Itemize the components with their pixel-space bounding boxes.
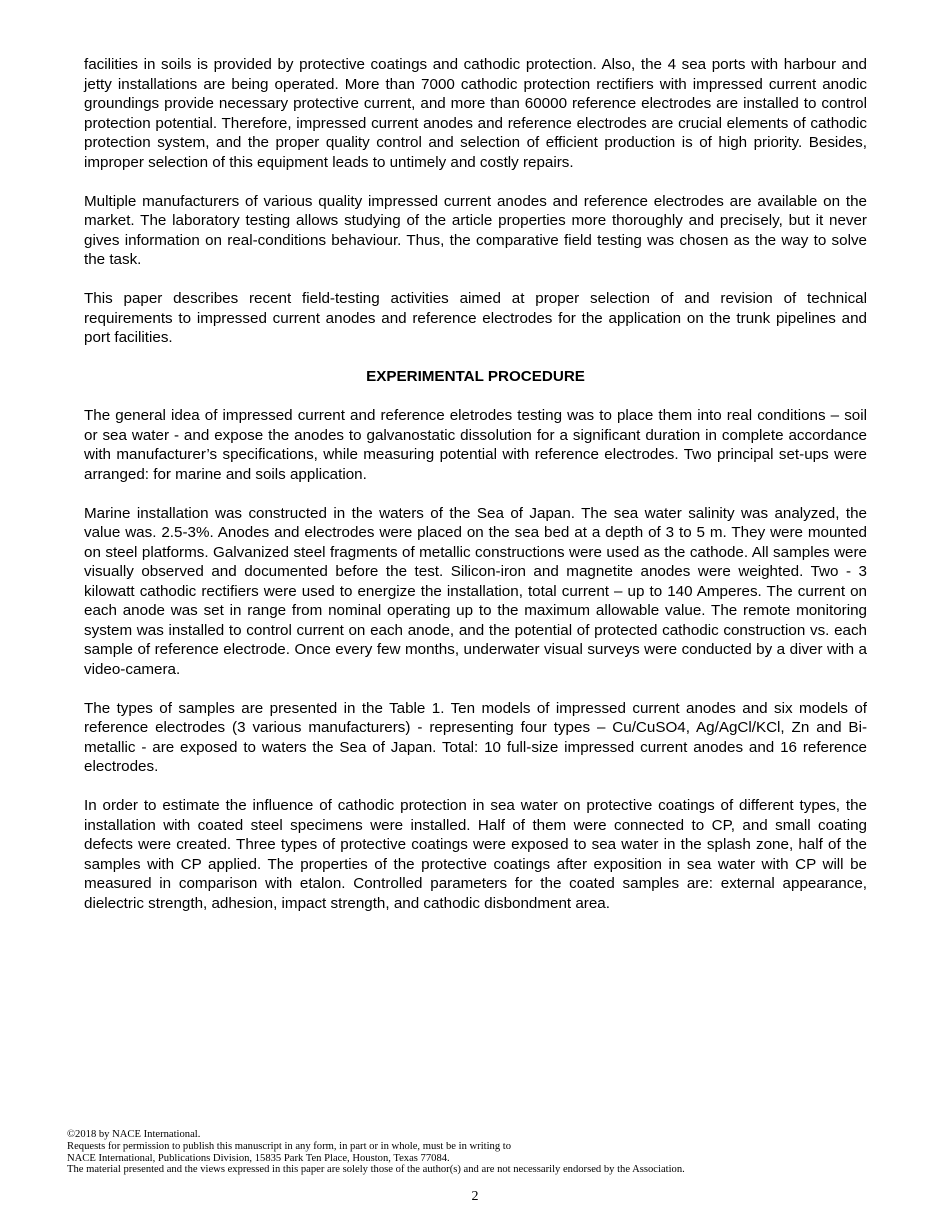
section-paragraph-4: In order to estimate the influence of cathodic protection in sea water on protective coatings of different types, the installation with coated steel specimens were installed. Half of them were connected to CP, and small coating defects were created. Three types of protective coatings were exposed to sea water in the splash zone, half of the samples with CP applied. The properties of the protective coatings after exposition in sea water with CP will be measured in comparison with etalon. Controlled parameters for the coated samples are: external appearance, dielectric strength, adhesion, impact strength, and cathodic disbondment area. xyxy=(84,797,867,912)
footer-address: NACE International, Publications Division, 15835 Park Ten Place, Houston, Texas 77084. xyxy=(67,1152,450,1164)
section-paragraph-3: The types of samples are presented in the Table 1. Ten models of impressed current anodes and six models of reference electrodes (3 various manufacturers) - representing four types – Cu/CuSO4, Ag/AgCl/KCl, Zn and Bi-metallic - are exposed to waters the Sea of Japan. Total: 10 full-size impressed current anodes and 16 reference electrodes. xyxy=(84,699,867,775)
section-paragraph-2: Marine installation was constructed in the waters of the Sea of Japan. The sea water salinity was analyzed, the value was. 2.5-3%. Anodes and electrodes were placed on the sea bed at a depth of 3 to 5 m. They were mounted on steel platforms. Galvanized steel fragments of metallic constructions were used as the cathode. All samples were visually observed and documented before the test. Silicon-iron and magnetite anodes were weighted. Two - 3 kilowatt cathodic rectifiers were used to energize the installation, total current – up to 140 Amperes. The current on each anode was set in range from nominal operating up to the maximum allowable value. The remote monitoring system was installed to control current on each anode, and the potential of protected cathodic construction vs. each sample of reference electrode. Once every few months, underwater visual surveys were conducted by a diver with a video-camera. xyxy=(84,504,867,678)
body-paragraph-1: facilities in soils is provided by protective coatings and cathodic protection. Also, the 4 sea ports with harbour and jetty installations are being operated. More than 7000 cathodic protection rectifiers with impressed current anodic groundings provide necessary protective current, and more than 60000 reference electrodes are installed to control protection potential. Therefore, impressed current anodes and reference electrodes are crucial elements of cathodic protection system, and the proper quality control and selection of efficient production is of high priority. Besides, improper selection of this equipment leads to untimely and costly repairs. xyxy=(84,56,867,171)
body-paragraph-2: Multiple manufacturers of various quality impressed current anodes and reference electrodes are available on the market. The laboratory testing allows studying of the article properties more thoroughly and precisely, but it never gives information on real-conditions behaviour. Thus, the comparative field testing was chosen as the way to solve the task. xyxy=(84,192,867,268)
page-footer xyxy=(67,1129,887,1176)
page-number: 2 xyxy=(471,1189,479,1204)
section-paragraph-1: The general idea of impressed current and reference eletrodes testing was to place them into real conditions – soil or sea water - and expose the anodes to galvanostatic dissolution for a significant duration in complete accordance with manufacturer’s specifications, while measuring potential with reference electrodes. Two principal set-ups were arranged: for marine and soils application. xyxy=(84,407,867,483)
section-heading: EXPERIMENTAL PROCEDURE xyxy=(366,368,585,385)
body-paragraph-3: This paper describes recent field-testing activities aimed at proper selection of and revision of technical requirements to impressed current anodes and reference electrodes for the application on the trunk pipelines and port facilities. xyxy=(84,290,867,346)
main-content xyxy=(84,55,867,933)
footer-permission: Requests for permission to publish this manuscript in any form, in part or in whole, must be in writing to xyxy=(67,1140,512,1152)
footer-copyright: ©2018 by NACE International. xyxy=(67,1129,201,1140)
footer-disclaimer: The material presented and the views expressed in this paper are solely those of the author(s) and are not necessarily endorsed by the Association. xyxy=(67,1164,685,1176)
